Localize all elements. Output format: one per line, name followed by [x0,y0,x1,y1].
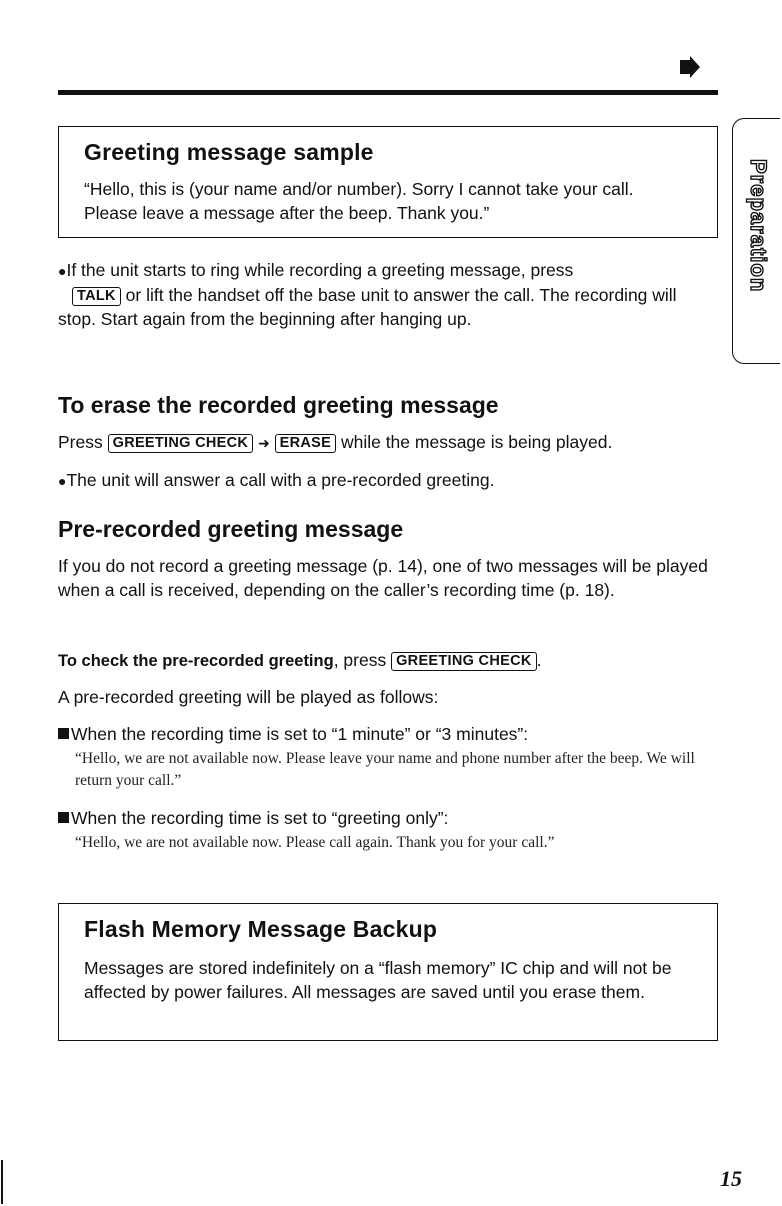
talk-key: TALK [72,287,121,306]
check-label: To check the pre-recorded greeting [58,652,334,670]
greeting-check-key: GREETING CHECK [108,434,254,453]
case-2-text: When the recording time is set to “greeting only”: [71,808,449,828]
prerecorded-heading: Pre-recorded greeting message [58,516,404,542]
page-number: 15 [720,1166,742,1191]
case-1 [58,722,528,746]
quote-1: “Hello, we are not available now. Please leave your name and phone number after the beep. We will return your call.” [75,750,695,789]
ring-note-pre: If the unit starts to ring while recording a greeting message, press [66,260,574,280]
section-tab-label: Preparation [746,159,771,293]
check-mid: , press [333,650,387,670]
square-bullet-icon [58,812,69,823]
bullet: ● [58,473,67,489]
bullet: ● [58,263,67,279]
erase-note [58,468,494,493]
check-instruction [58,648,718,673]
square-bullet-icon [58,728,69,739]
case-2 [58,806,448,830]
flash-memory-box [58,903,718,1041]
arrow-icon: ➜ [258,435,270,451]
header-rule [58,90,718,95]
erase-press: Press [58,432,103,452]
ring-note [58,258,698,331]
flash-memory-title: Flash Memory Message Backup [84,916,438,942]
right-arrow-icon [678,56,700,78]
quote-2: “Hello, we are not available now. Please call again. Thank you for your call.” [75,834,555,851]
flash-memory-text: Messages are stored indefinitely on a “flash memory” IC chip and will not be affected by power failures. All messages are saved until you erase them. [84,958,672,1002]
greeting-check-key: GREETING CHECK [391,652,537,671]
erase-instruction [58,430,758,455]
erase-key: ERASE [275,434,336,453]
check-end: . [536,650,542,670]
erase-tail: while the message is being played. [340,432,613,452]
greeting-sample-text: “Hello, this is (your name and/or number). Sorry I cannot take your call. Please leave a message after the beep. Thank you.” [84,179,634,223]
ring-note-post: or lift the handset off the base unit to answer the call. The recording will stop. Start again from the beginning after hanging up. [58,285,677,329]
erase-heading: To erase the recorded greeting message [58,392,499,418]
greeting-sample-box [58,126,718,238]
section-tab [732,118,780,364]
erase-note-text: The unit will answer a call with a pre-recorded greeting. [66,470,495,490]
prerecorded-intro: If you do not record a greeting message (p. 14), one of two messages will be played when a call is received, depending on the caller’s recording time (p. 18). [58,556,708,600]
case-1-text: When the recording time is set to “1 minute” or “3 minutes”: [71,724,529,744]
follows-text: A pre-recorded greeting will be played as follows: [58,687,439,707]
greeting-sample-title: Greeting message sample [84,139,374,165]
margin-mark [1,1160,3,1204]
